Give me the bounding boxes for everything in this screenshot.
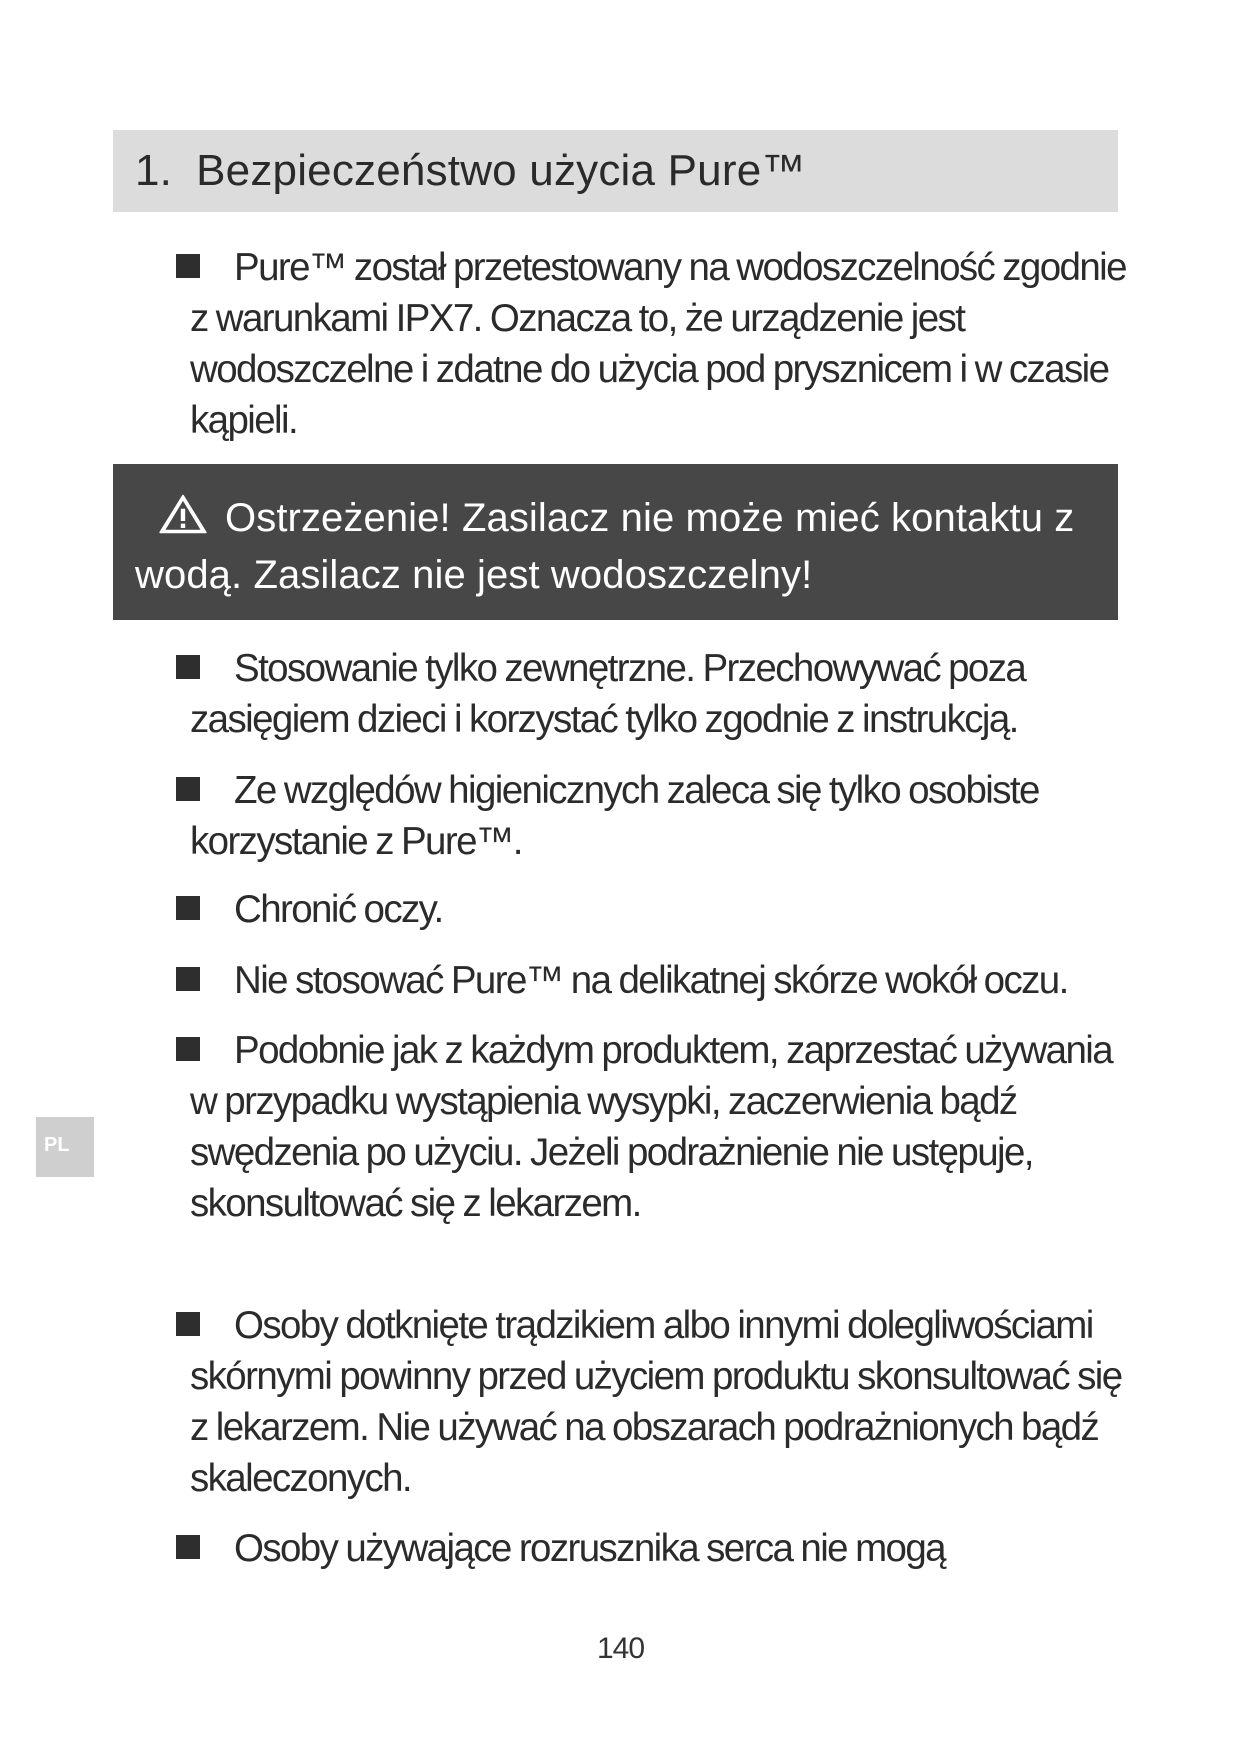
bullet-square-icon <box>176 777 200 801</box>
bullet-text: Osoby dotknięte trądzikiem albo innymi dolegliwościami skórnymi powinny przed użyciem produktu skonsultować się z lekarzem. Nie używać na obszarach podrażnionych bądź skaleczonych. <box>190 1304 1122 1500</box>
bullet-square-icon <box>176 254 200 278</box>
bullet-item <box>190 765 1140 867</box>
bullet-square-icon <box>176 655 200 679</box>
bullet-text: Chronić oczy. <box>234 888 443 931</box>
bullet-text: Podobnie jak z każdym produktem, zaprzestać używania w przypadku wystąpienia wysypki, zaczerwienia bądź swędzenia po użyciu. Jeżeli podrażnienie nie ustępuje, skonsultować się z lekarzem. <box>190 1029 1113 1225</box>
bullet-square-icon <box>176 1535 200 1559</box>
bullet-square-icon <box>176 1037 200 1061</box>
bullet-item <box>190 1025 1140 1229</box>
bullet-text: Osoby używające rozrusznika serca nie mogą <box>234 1527 945 1570</box>
warning-box <box>113 464 1118 620</box>
section-header <box>113 130 1118 212</box>
section-title: Bezpieczeństwo użycia Pure™ <box>196 146 806 195</box>
bullet-text: Nie stosować Pure™ na delikatnej skórze wokół oczu. <box>234 959 1068 1002</box>
bullet-item <box>190 955 1140 1006</box>
bullet-item <box>190 242 1140 446</box>
bullet-item <box>190 1523 1140 1574</box>
section-number: 1. <box>135 146 173 195</box>
bullet-text: Pure™ został przetestowany na wodoszczelność zgodnie z warunkami IPX7. Oznacza to, że urządzenie jest wodoszczelne i zdatne do użycia pod prysznicem i w czasie kąpieli. <box>190 246 1126 442</box>
warning-triangle-icon <box>155 493 211 535</box>
bullet-item <box>190 884 1140 935</box>
bullet-item <box>190 643 1140 745</box>
bullet-item <box>190 1300 1140 1504</box>
warning-text: Ostrzeżenie! Zasilacz nie może mieć kontaktu z wodą. Zasilacz nie jest wodoszczelny! <box>135 496 1075 597</box>
bullet-text: Ze względów higienicznych zaleca się tylko osobiste korzystanie z Pure™. <box>190 769 1039 863</box>
page-number: 140 <box>596 1632 645 1665</box>
bullet-text: Stosowanie tylko zewnętrzne. Przechowywać poza zasięgiem dzieci i korzystać tylko zgodnie z instrukcją. <box>190 647 1026 741</box>
bullet-square-icon <box>176 967 200 991</box>
language-tab: PL <box>36 1117 94 1177</box>
bullet-square-icon <box>176 1312 200 1336</box>
bullet-square-icon <box>176 896 200 920</box>
